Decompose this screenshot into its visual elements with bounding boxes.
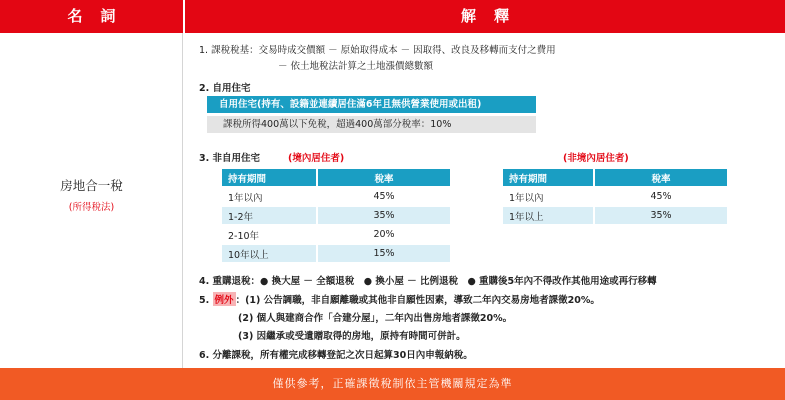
owner-occupied-rate: 課稅所得400萬以下免稅，超過400萬部分稅率：10% (207, 116, 536, 133)
item3-title: 3. 非自用住宅 (199, 153, 261, 164)
item1-line1: 1. 課稅稅基：交易時成交價額 － 原始取得成本 － 因取得、改良及移轉而支付之費用 (199, 45, 556, 56)
cell-period: 10年以上 (222, 245, 316, 262)
col-tax-rate: 稅率 (318, 169, 450, 186)
cell-rate: 45% (373, 191, 395, 202)
table-header (0, 0, 785, 33)
footer-disclaimer: 僅供參考，正確課徵稅制依主管機關規定為準 (0, 368, 785, 400)
cell-period: 1年以上 (503, 207, 593, 224)
header-term: 名詞 (67, 7, 134, 25)
term-subtitle: (所得稅法) (68, 202, 115, 213)
table-row (222, 226, 450, 243)
cell-rate: 20% (373, 229, 395, 240)
exception-badge: 例外 (213, 292, 236, 306)
domestic-rate-table (222, 167, 450, 264)
col-holding-period: 持有期間 (503, 169, 593, 186)
item5-text1: ：(1) 公告調職，非自願離職或其他非自願性因素，導致二年內交易房地者課徵20%。 (235, 295, 600, 306)
table-row (503, 207, 727, 224)
table-row (222, 245, 450, 262)
foreign-resident-label: (非境內居住者) (563, 153, 629, 164)
item5-line2: (2) 個人與建商合作「合建分屋」，二年內出售房地者課徵20%。 (238, 313, 513, 324)
col-tax-rate: 稅率 (595, 169, 727, 186)
cell-rate: 15% (318, 245, 450, 262)
table-header-row (503, 169, 727, 186)
item5-line3: (3) 因繼承或受遺贈取得的房地，原持有時間可併計。 (238, 331, 466, 342)
header-explanation: 解釋 (460, 7, 527, 25)
term-title: 房地合一稅 (60, 178, 123, 193)
col-holding-period: 持有期間 (222, 169, 316, 186)
table-row (222, 188, 450, 205)
cell-rate: 35% (318, 207, 450, 224)
cell-period: 1-2年 (222, 207, 316, 224)
table-row (222, 207, 450, 224)
item4-repurchase-refund: 4. 重購退稅：● 換大屋 － 全額退稅 ● 換小屋 － 比例退稅 ● 重購後5年內不得改作其他用途或再行移轉 (199, 276, 657, 287)
item6-separate-taxation: 6. 分離課稅，所有權完成移轉登記之次日起算30日內申報納稅。 (199, 350, 473, 361)
cell-period: 1年以內 (509, 192, 544, 204)
item5-line1 (199, 292, 600, 306)
foreign-rate-table (503, 167, 727, 226)
item1-line2: － 依土地稅法計算之土地漲價總數額 (278, 61, 434, 72)
item2-title: 2. 自用住宅 (199, 83, 251, 94)
owner-occupied-condition: 自用住宅(持有、設籍並連續居住滿6年且無供營業使用或出租) (207, 96, 536, 113)
item5-prefix: 5. (199, 295, 210, 306)
cell-period: 1年以內 (228, 192, 263, 204)
table-row (503, 188, 727, 205)
table-header-row (222, 169, 450, 186)
cell-period: 2-10年 (228, 230, 260, 242)
domestic-resident-label: (境內居住者) (288, 153, 345, 164)
cell-rate: 35% (595, 207, 727, 224)
cell-rate: 45% (650, 191, 672, 202)
